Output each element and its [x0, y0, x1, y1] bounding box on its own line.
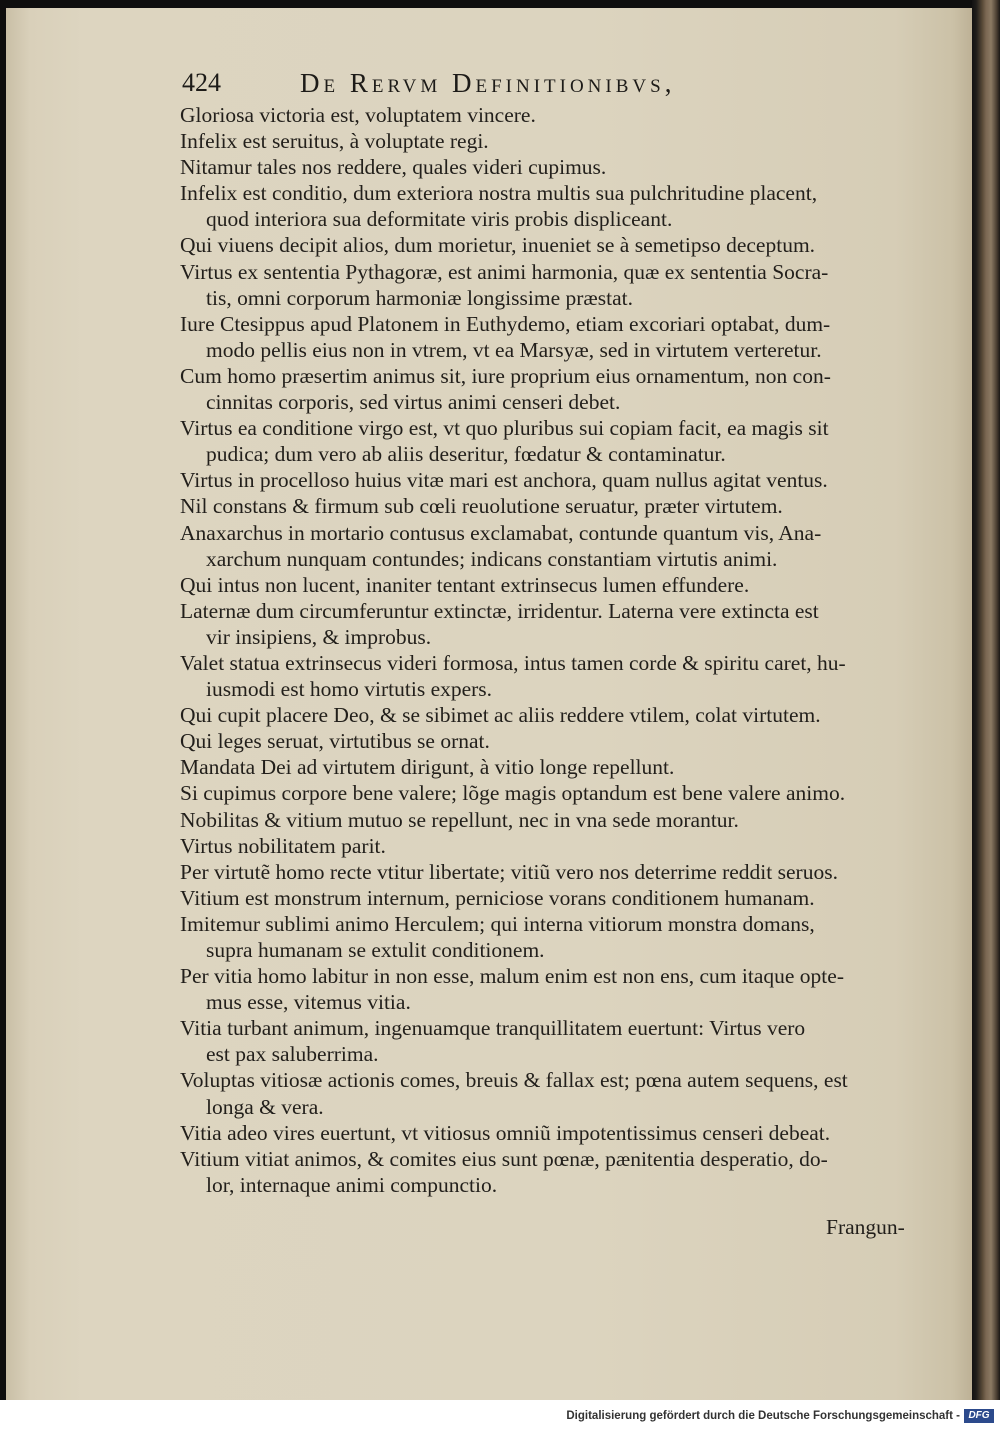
- text-line: Iure Ctesippus apud Platonem in Euthydemo, etiam excoriari optabat, dum-: [180, 311, 831, 336]
- text-line: lor, internaque animi compunctio.: [206, 1172, 498, 1197]
- text-line: Virtus ea conditione virgo est, vt quo pluribus sui copiam facit, ea magis sit: [180, 416, 829, 441]
- text-line: mus esse, vitemus vitia.: [206, 990, 411, 1015]
- text-line: Laternæ dum circumferuntur extinctæ, irridentur. Laterna vere extincta est: [180, 598, 819, 623]
- text-line: Qui leges seruat, virtutibus se ornat.: [180, 729, 490, 754]
- text-line: vir insipiens, & improbus.: [206, 624, 432, 649]
- text-line: est pax saluberrima.: [206, 1042, 379, 1067]
- text-line: Vitium est monstrum internum, perniciose vorans conditionem humanam.: [180, 885, 815, 910]
- text-line: supra humanam se extulit conditionem.: [206, 938, 545, 962]
- text-block: [180, 102, 926, 1198]
- text-line: Infelix est conditio, dum exteriora nostra multis sua pulchritudine placent,: [180, 181, 818, 206]
- text-line: Per virtutẽ homo recte vtitur libertate; vitiũ vero nos deterrime reddit seruos.: [180, 859, 838, 884]
- text-line: Qui cupit placere Deo, & se sibimet ac aliis reddere vtilem, colat virtutem.: [180, 703, 821, 728]
- text-line: tis, omni corporum harmoniæ longissime præstat.: [206, 285, 633, 310]
- text-line: Voluptas vitiosæ actionis comes, breuis & fallax est; pœna autem sequens, est: [180, 1068, 848, 1093]
- text-line: Si cupimus corpore bene valere; lõge magis optandum est bene valere animo.: [180, 781, 846, 806]
- text-line: quod interiora sua deformitate viris probis displiceant.: [206, 207, 673, 232]
- text-line: Qui intus non lucent, inaniter tentant extrinsecus lumen effundere.: [180, 572, 750, 597]
- text-line: Cum homo præsertim animus sit, iure proprium eius ornamentum, non con-: [180, 363, 831, 388]
- text-line: Mandata Dei ad virtutem dirigunt, à vitio longe repellunt.: [180, 755, 675, 780]
- text-line: Imitemur sublimi animo Herculem; qui interna vitiorum monstra domans,: [180, 911, 815, 936]
- text-line: iusmodi est homo virtutis expers.: [206, 677, 493, 702]
- text-line: Nobilitas & vitium mutuo se repellunt, nec in vna sede morantur.: [180, 807, 739, 832]
- text-line: Infelix est seruitus, à voluptate regi.: [180, 129, 489, 154]
- page-number: 424: [182, 68, 221, 97]
- text-line: Vitia turbant animum, ingenuamque tranquillitatem euertunt: Virtus vero: [180, 1016, 806, 1041]
- book-edge: [972, 0, 1000, 1400]
- dfg-logo[interactable]: DFG: [964, 1409, 994, 1423]
- text-line: cinnitas corporis, sed virtus animi censeri debet.: [206, 390, 621, 415]
- text-line: Vitium vitiat animos, & comites eius sunt pœnæ, pænitentia desperatio, do-: [180, 1146, 828, 1171]
- text-line: Gloriosa victoria est, voluptatem vincere.: [180, 103, 536, 127]
- text-line: Valet statua extrinsecus videri formosa, intus tamen corde & spiritu caret, hu-: [180, 650, 846, 675]
- footer-bar: [0, 1400, 1000, 1430]
- text-line: Virtus in procelloso huius vitæ mari est anchora, quam nullus agitat ventus.: [180, 468, 828, 493]
- text-line: Per vitia homo labitur in non esse, malum enim est non ens, cum itaque opte-: [180, 964, 844, 989]
- text-line: Virtus ex sententia Pythagoræ, est animi harmonia, quæ ex sententia Socra-: [180, 259, 829, 284]
- text-line: Vitia adeo vires euertunt, vt vitiosus omniũ impotentissimus censeri debeat.: [180, 1120, 831, 1145]
- text-line: Nitamur tales nos reddere, quales videri cupimus.: [180, 155, 607, 180]
- text-line: Virtus nobilitatem parit.: [180, 833, 386, 858]
- text-line: Anaxarchus in mortario contusus exclamabat, contunde quantum vis, Ana-: [180, 520, 822, 545]
- text-line: xarchum nunquam contundes; indicans constantiam virtutis animi.: [206, 546, 778, 571]
- page-header: [182, 64, 922, 102]
- text-line: longa & vera.: [206, 1094, 324, 1119]
- text-line: modo pellis eius non in vtrem, vt ea Marsyæ, sed in virtutem verteretur.: [206, 337, 822, 362]
- running-title: De Rervm Definitionibvs,: [300, 68, 676, 98]
- catchword: Frangun-: [826, 1215, 905, 1239]
- text-line: Qui viuens decipit alios, dum morietur, inueniet se à semetipso deceptum.: [180, 233, 816, 258]
- funding-note: Digitalisierung gefördert durch die Deutsche Forschungsgemeinschaft -: [566, 1410, 960, 1422]
- text-line: Nil constans & firmum sub cœli reuolutione seruatur, præter virtutem.: [180, 494, 783, 519]
- text-line: pudica; dum vero ab aliis deseritur, fœdatur & contaminatur.: [206, 442, 726, 467]
